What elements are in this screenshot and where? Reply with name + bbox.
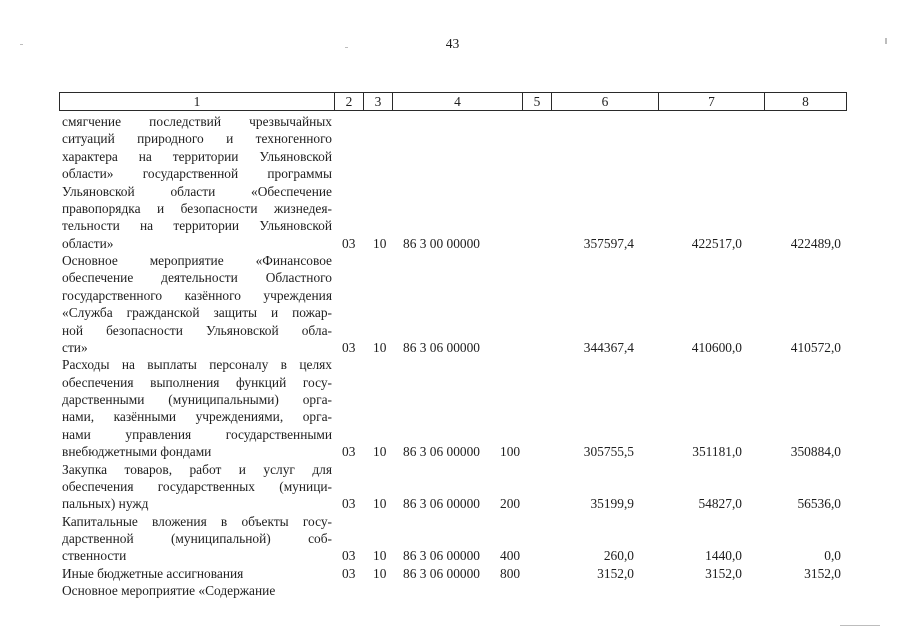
description-line: области» (62, 235, 114, 251)
description-line: ситуаций природного и техногенного (62, 131, 332, 147)
amount-col-7: 3152,0 (705, 565, 742, 581)
subsection-code: 10 (373, 565, 387, 581)
section-code: 03 (342, 235, 356, 251)
description-line: дарственной (муниципальной) соб- (62, 531, 332, 546)
table-row (0, 565, 905, 582)
row-description (62, 113, 332, 252)
target-article-code: 86 3 06 00000 (403, 444, 480, 460)
header-cell-6: 6 (552, 93, 659, 111)
row-values (0, 582, 905, 599)
description-line: тельности на территории Ульяновской (62, 218, 332, 234)
subsection-code: 10 (373, 548, 387, 564)
section-code: 03 (342, 444, 356, 460)
description-line: нами управления государственными (62, 426, 332, 442)
header-cell-1: 1 (60, 93, 335, 111)
table-row (0, 461, 905, 513)
description-line: сти» (62, 339, 88, 355)
header-cell-7: 7 (659, 93, 765, 111)
target-article-code: 86 3 06 00000 (403, 339, 480, 355)
expense-type-code: 200 (500, 496, 521, 512)
description-line: Основное мероприятие «Финансовое (62, 253, 332, 268)
amount-col-7: 410600,0 (691, 339, 742, 355)
amount-col-6: 260,0 (603, 548, 634, 564)
expense-type-code: 400 (500, 548, 521, 564)
amount-col-6: 357597,4 (583, 235, 634, 251)
header-cell-4: 4 (393, 93, 523, 111)
target-article-code: 86 3 06 00000 (403, 496, 480, 512)
description-line: характера на территории Ульяновской (62, 148, 332, 164)
section-code: 03 (342, 496, 356, 512)
page-number: 43 (445, 36, 460, 51)
amount-col-6: 305755,5 (583, 444, 634, 460)
amount-col-7: 351181,0 (692, 444, 742, 460)
amount-col-8: 422489,0 (790, 235, 841, 251)
description-line: нами, казёнными учреждениями, орга- (62, 409, 332, 425)
table-row (0, 252, 905, 356)
row-values (0, 565, 905, 582)
description-line: ной безопасности Ульяновской обла- (62, 322, 332, 338)
target-article-code: 86 3 00 00000 (403, 235, 480, 251)
description-line: Иные бюджетные ассигнования (62, 565, 244, 581)
section-code: 03 (342, 548, 356, 564)
header-cell-8: 8 (765, 93, 847, 111)
table-row (0, 356, 905, 460)
amount-col-7: 54827,0 (698, 496, 742, 512)
section-code: 03 (342, 339, 356, 355)
expense-type-code: 100 (500, 444, 521, 460)
description-line: ственности (62, 548, 127, 564)
description-line: Закупка товаров, работ и услуг для (62, 461, 332, 477)
expense-type-code: 800 (500, 565, 521, 581)
description-line: правопорядка и безопасности жизнедея- (62, 200, 332, 216)
header-cell-2: 2 (335, 93, 364, 111)
row-values (0, 339, 905, 356)
amount-col-6: 35199,9 (590, 496, 634, 512)
description-line: Основное мероприятие «Содержание (62, 583, 276, 599)
description-line: области» государственной программы (62, 166, 332, 182)
section-code: 03 (342, 565, 356, 581)
row-values (0, 547, 905, 564)
subsection-code: 10 (373, 496, 387, 512)
scan-speck (840, 625, 880, 626)
scan-speck (345, 47, 348, 48)
row-values (0, 495, 905, 512)
table-header (59, 92, 847, 111)
amount-col-8: 3152,0 (804, 565, 841, 581)
header-cell-3: 3 (364, 93, 393, 111)
scan-speck (20, 44, 23, 45)
amount-col-7: 1440,0 (705, 548, 742, 564)
amount-col-8: 0,0 (824, 548, 841, 564)
amount-col-8: 410572,0 (790, 339, 841, 355)
table-row (0, 582, 905, 599)
description-line: пальных) нужд (62, 496, 149, 512)
description-line: государственного казённого учреждения (62, 287, 332, 303)
amount-col-6: 3152,0 (597, 565, 634, 581)
subsection-code: 10 (373, 444, 387, 460)
description-line: обеспечение деятельности Областного (62, 270, 332, 286)
amount-col-6: 344367,4 (583, 339, 634, 355)
header-cell-5: 5 (523, 93, 552, 111)
target-article-code: 86 3 06 00000 (403, 548, 480, 564)
description-line: смягчение последствий чрезвычайных (62, 114, 332, 129)
description-line: внебюджетными фондами (62, 444, 212, 460)
description-line: обеспечения выполнения функций госу- (62, 374, 332, 390)
header-row (60, 93, 847, 111)
table-row (0, 113, 905, 252)
amount-col-7: 422517,0 (691, 235, 742, 251)
amount-col-8: 350884,0 (790, 444, 841, 460)
amount-col-8: 56536,0 (797, 496, 841, 512)
target-article-code: 86 3 06 00000 (403, 565, 480, 581)
subsection-code: 10 (373, 339, 387, 355)
table-body (0, 113, 905, 600)
description-line: Капитальные вложения в объекты госу- (62, 513, 332, 529)
description-line: Ульяновской области «Обеспечение (62, 183, 332, 199)
description-line: дарственными (муниципальными) орга- (62, 392, 332, 407)
subsection-code: 10 (373, 235, 387, 251)
description-line: Расходы на выплаты персоналу в целях (62, 357, 332, 373)
description-line: «Служба гражданской защиты и пожар- (62, 305, 332, 321)
scan-speck (885, 38, 887, 44)
row-values (0, 235, 905, 252)
table-row (0, 513, 905, 565)
row-values (0, 443, 905, 460)
description-line: обеспечения государственных (муници- (62, 478, 332, 494)
